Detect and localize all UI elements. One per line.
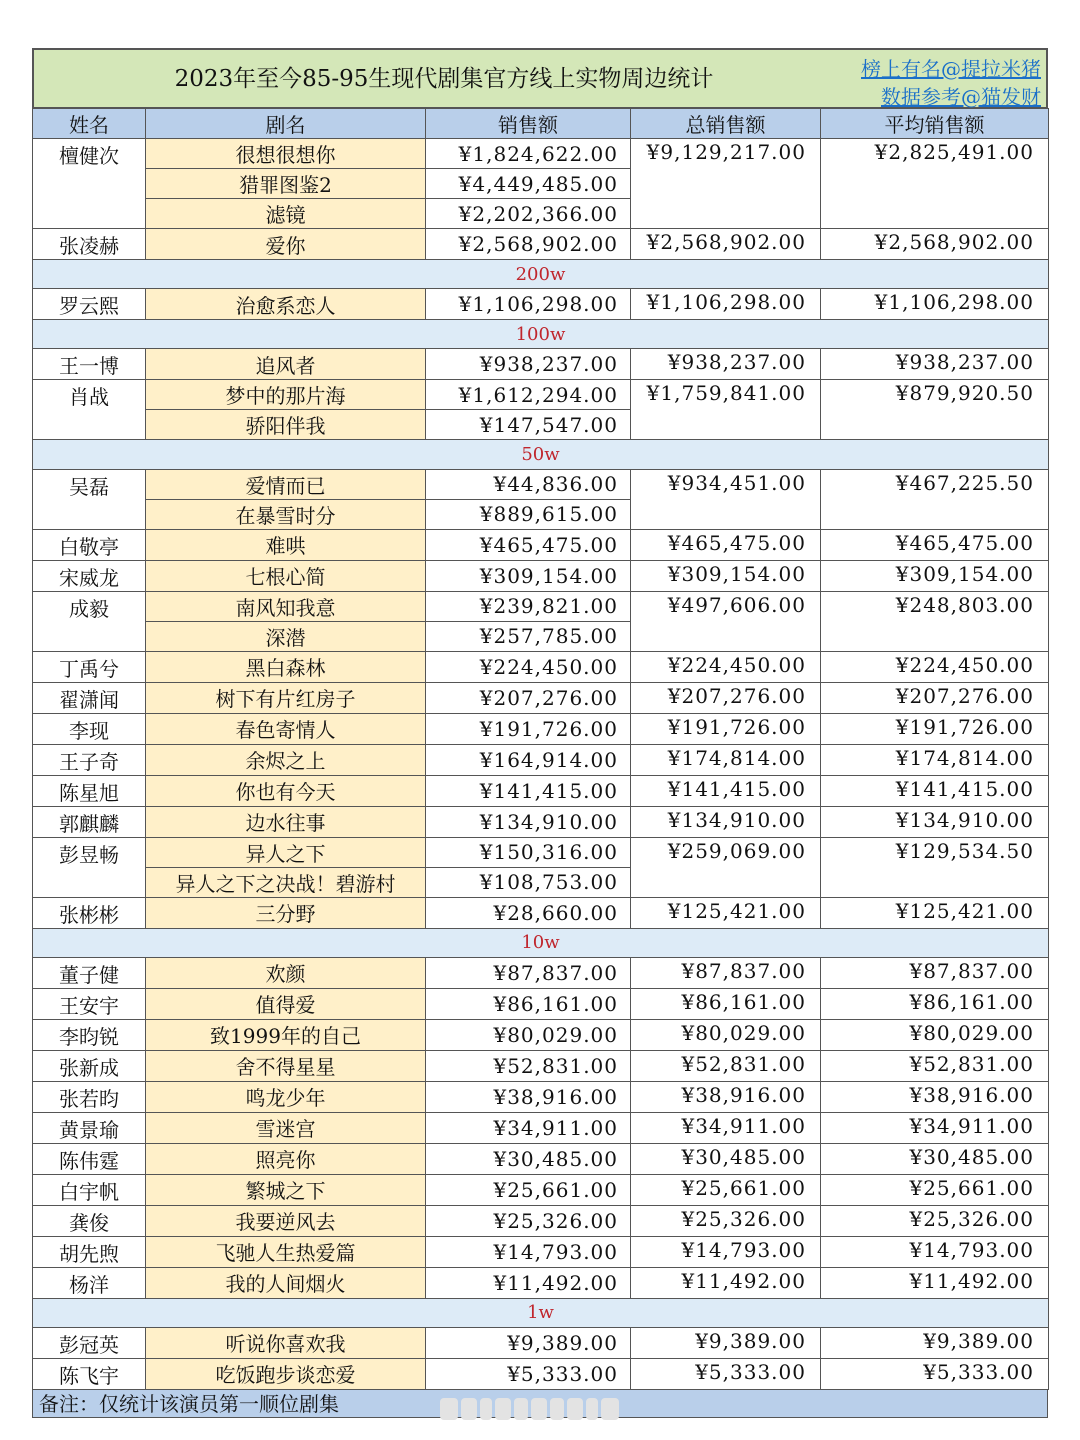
table-row [33,837,1049,867]
total-sales: ¥38,916.00 [631,1081,821,1112]
drama-title: 异人之下之决战！碧游村 [146,867,426,897]
average-sales: ¥129,534.50 [821,837,1049,897]
drama-title: 值得爱 [146,988,426,1019]
drama-title: 七根心简 [146,560,426,591]
drama-sales: ¥147,547.00 [426,410,631,440]
drama-title: 滤镜 [146,199,426,229]
footnote: 备注：仅统计该演员第一顺位剧集 [32,1390,1048,1418]
table-row [33,380,1049,410]
drama-sales: ¥1,106,298.00 [426,289,631,320]
tier-separator-row [33,928,1049,957]
total-sales: ¥11,492.00 [631,1267,821,1298]
drama-title: 听说你喜欢我 [146,1327,426,1358]
table-body [33,139,1049,1390]
tier-separator-row [33,1298,1049,1327]
actor-name: 王子奇 [33,744,146,775]
table-row [33,349,1049,380]
total-sales: ¥80,029.00 [631,1019,821,1050]
drama-sales: ¥257,785.00 [426,621,631,651]
drama-sales: ¥44,836.00 [426,469,631,499]
watermark [440,1398,650,1428]
drama-sales: ¥465,475.00 [426,529,631,560]
average-sales: ¥25,326.00 [821,1205,1049,1236]
actor-name: 陈伟霆 [33,1143,146,1174]
drama-sales: ¥141,415.00 [426,775,631,806]
drama-sales: ¥14,793.00 [426,1236,631,1267]
drama-title: 我要逆风去 [146,1205,426,1236]
table-row [33,229,1049,260]
drama-sales: ¥80,029.00 [426,1019,631,1050]
drama-title: 欢颜 [146,957,426,988]
average-sales: ¥134,910.00 [821,806,1049,837]
actor-name: 白敬亭 [33,529,146,560]
total-sales: ¥259,069.00 [631,837,821,897]
average-sales: ¥938,237.00 [821,349,1049,380]
actor-name: 张若昀 [33,1081,146,1112]
drama-title: 繁城之下 [146,1174,426,1205]
actor-name: 成毅 [33,591,146,651]
actor-name: 胡先煦 [33,1236,146,1267]
table-row [33,1358,1049,1389]
drama-sales: ¥150,316.00 [426,837,631,867]
drama-sales: ¥28,660.00 [426,897,631,928]
drama-sales: ¥134,910.00 [426,806,631,837]
drama-title: 黑白森林 [146,651,426,682]
table-row [33,988,1049,1019]
drama-sales: ¥889,615.00 [426,499,631,529]
actor-name: 丁禹兮 [33,651,146,682]
actor-name: 王一博 [33,349,146,380]
table-row [33,957,1049,988]
drama-title: 爱你 [146,229,426,260]
drama-title: 在暴雪时分 [146,499,426,529]
average-sales: ¥9,389.00 [821,1327,1049,1358]
actor-name: 郭麒麟 [33,806,146,837]
total-sales: ¥938,237.00 [631,349,821,380]
drama-title: 我的人间烟火 [146,1267,426,1298]
total-sales: ¥134,910.00 [631,806,821,837]
actor-name: 杨洋 [33,1267,146,1298]
table-row [33,469,1049,499]
drama-sales: ¥25,326.00 [426,1205,631,1236]
average-sales: ¥174,814.00 [821,744,1049,775]
drama-title: 异人之下 [146,837,426,867]
drama-sales: ¥2,202,366.00 [426,199,631,229]
actor-name: 李现 [33,713,146,744]
average-sales: ¥141,415.00 [821,775,1049,806]
actor-name: 张新成 [33,1050,146,1081]
average-sales: ¥467,225.50 [821,469,1049,529]
drama-sales: ¥224,450.00 [426,651,631,682]
actor-name: 檀健次 [33,139,146,229]
actor-name: 王安宇 [33,988,146,1019]
actor-name: 翟潇闻 [33,682,146,713]
header-name: 姓名 [33,109,146,139]
drama-title: 追风者 [146,349,426,380]
drama-sales: ¥239,821.00 [426,591,631,621]
drama-title: 雪迷宫 [146,1112,426,1143]
sales-table-sheet [32,48,1048,1418]
header-total-sales: 总销售额 [631,109,821,139]
total-sales: ¥497,606.00 [631,591,821,651]
drama-title: 梦中的那片海 [146,380,426,410]
table-row [33,1327,1049,1358]
tier-label: 50w [33,440,1049,469]
average-sales: ¥80,029.00 [821,1019,1049,1050]
table-row [33,289,1049,320]
total-sales: ¥25,661.00 [631,1174,821,1205]
table-row [33,1205,1049,1236]
drama-title: 飞驰人生热爱篇 [146,1236,426,1267]
table-row [33,744,1049,775]
header-drama: 剧名 [146,109,426,139]
average-sales: ¥86,161.00 [821,988,1049,1019]
average-sales: ¥309,154.00 [821,560,1049,591]
drama-sales: ¥207,276.00 [426,682,631,713]
drama-title: 三分野 [146,897,426,928]
drama-title: 余烬之上 [146,744,426,775]
average-sales: ¥5,333.00 [821,1358,1049,1389]
average-sales: ¥1,106,298.00 [821,289,1049,320]
total-sales: ¥5,333.00 [631,1358,821,1389]
average-sales: ¥125,421.00 [821,897,1049,928]
average-sales: ¥191,726.00 [821,713,1049,744]
header-row [33,109,1049,139]
total-sales: ¥25,326.00 [631,1205,821,1236]
total-sales: ¥86,161.00 [631,988,821,1019]
actor-name: 龚俊 [33,1205,146,1236]
average-sales: ¥2,568,902.00 [821,229,1049,260]
sales-table [32,108,1049,1390]
total-sales: ¥87,837.00 [631,957,821,988]
drama-title: 边水往事 [146,806,426,837]
total-sales: ¥30,485.00 [631,1143,821,1174]
table-row [33,560,1049,591]
table-row [33,1050,1049,1081]
actor-name: 张彬彬 [33,897,146,928]
drama-sales: ¥86,161.00 [426,988,631,1019]
actor-name: 陈星旭 [33,775,146,806]
total-sales: ¥2,568,902.00 [631,229,821,260]
average-sales: ¥465,475.00 [821,529,1049,560]
actor-name: 彭冠英 [33,1327,146,1358]
average-sales: ¥224,450.00 [821,651,1049,682]
table-row [33,529,1049,560]
total-sales: ¥1,759,841.00 [631,380,821,440]
total-sales: ¥9,389.00 [631,1327,821,1358]
drama-sales: ¥5,333.00 [426,1358,631,1389]
tier-label: 100w [33,320,1049,349]
drama-title: 吃饭跑步谈恋爱 [146,1358,426,1389]
table-row [33,682,1049,713]
total-sales: ¥207,276.00 [631,682,821,713]
table-row [33,1081,1049,1112]
drama-sales: ¥1,824,622.00 [426,139,631,169]
average-sales: ¥11,492.00 [821,1267,1049,1298]
actor-name: 肖战 [33,380,146,440]
drama-sales: ¥2,568,902.00 [426,229,631,260]
credit-link-ranking[interactable]: 榜上有名@提拉米猪 [861,57,1041,81]
total-sales: ¥52,831.00 [631,1050,821,1081]
total-sales: ¥34,911.00 [631,1112,821,1143]
drama-title: 爱情而已 [146,469,426,499]
drama-sales: ¥52,831.00 [426,1050,631,1081]
drama-title: 骄阳伴我 [146,410,426,440]
average-sales: ¥25,661.00 [821,1174,1049,1205]
drama-sales: ¥938,237.00 [426,349,631,380]
table-row [33,1267,1049,1298]
table-row [33,591,1049,621]
table-row [33,651,1049,682]
drama-sales: ¥11,492.00 [426,1267,631,1298]
average-sales: ¥34,911.00 [821,1112,1049,1143]
tier-label: 200w [33,260,1049,289]
total-sales: ¥465,475.00 [631,529,821,560]
total-sales: ¥125,421.00 [631,897,821,928]
total-sales: ¥9,129,217.00 [631,139,821,229]
drama-title: 治愈系恋人 [146,289,426,320]
table-row [33,1236,1049,1267]
actor-name: 宋威龙 [33,560,146,591]
drama-title: 鸣龙少年 [146,1081,426,1112]
drama-sales: ¥34,911.00 [426,1112,631,1143]
drama-sales: ¥191,726.00 [426,713,631,744]
drama-title: 致1999年的自己 [146,1019,426,1050]
table-row [33,1019,1049,1050]
drama-title: 南风知我意 [146,591,426,621]
drama-sales: ¥4,449,485.00 [426,169,631,199]
average-sales: ¥38,916.00 [821,1081,1049,1112]
drama-sales: ¥309,154.00 [426,560,631,591]
drama-sales: ¥164,914.00 [426,744,631,775]
actor-name: 罗云熙 [33,289,146,320]
drama-sales: ¥87,837.00 [426,957,631,988]
average-sales: ¥87,837.00 [821,957,1049,988]
title-bar [32,48,1048,108]
credit-link-data-source[interactable]: 数据参考@猫发财 [881,85,1041,109]
total-sales: ¥309,154.00 [631,560,821,591]
tier-separator-row [33,260,1049,289]
drama-sales: ¥25,661.00 [426,1174,631,1205]
drama-sales: ¥30,485.00 [426,1143,631,1174]
table-title: 2023年至今85-95生现代剧集官方线上实物周边统计 [174,66,714,92]
drama-sales: ¥9,389.00 [426,1327,631,1358]
drama-title: 你也有今天 [146,775,426,806]
average-sales: ¥207,276.00 [821,682,1049,713]
table-row [33,1112,1049,1143]
table-row [33,1174,1049,1205]
drama-title: 深潜 [146,621,426,651]
actor-name: 吴磊 [33,469,146,529]
tier-separator-row [33,440,1049,469]
drama-title: 春色寄情人 [146,713,426,744]
actor-name: 董子健 [33,957,146,988]
tier-label: 10w [33,928,1049,957]
drama-title: 很想很想你 [146,139,426,169]
average-sales: ¥2,825,491.00 [821,139,1049,229]
actor-name: 张凌赫 [33,229,146,260]
actor-name: 李昀锐 [33,1019,146,1050]
drama-sales: ¥108,753.00 [426,867,631,897]
total-sales: ¥141,415.00 [631,775,821,806]
tier-label: 1w [33,1298,1049,1327]
tier-separator-row [33,320,1049,349]
drama-title: 舍不得星星 [146,1050,426,1081]
average-sales: ¥248,803.00 [821,591,1049,651]
table-row [33,1143,1049,1174]
header-sales: 销售额 [426,109,631,139]
drama-sales: ¥1,612,294.00 [426,380,631,410]
actor-name: 陈飞宇 [33,1358,146,1389]
header-average-sales: 平均销售额 [821,109,1049,139]
average-sales: ¥30,485.00 [821,1143,1049,1174]
drama-title: 照亮你 [146,1143,426,1174]
average-sales: ¥879,920.50 [821,380,1049,440]
table-row [33,139,1049,169]
table-row [33,775,1049,806]
drama-title: 猎罪图鉴2 [146,169,426,199]
total-sales: ¥934,451.00 [631,469,821,529]
drama-title: 难哄 [146,529,426,560]
average-sales: ¥52,831.00 [821,1050,1049,1081]
drama-title: 树下有片红房子 [146,682,426,713]
total-sales: ¥224,450.00 [631,651,821,682]
actor-name: 彭昱畅 [33,837,146,897]
total-sales: ¥1,106,298.00 [631,289,821,320]
drama-sales: ¥38,916.00 [426,1081,631,1112]
actor-name: 黄景瑜 [33,1112,146,1143]
table-row [33,897,1049,928]
average-sales: ¥14,793.00 [821,1236,1049,1267]
total-sales: ¥191,726.00 [631,713,821,744]
total-sales: ¥14,793.00 [631,1236,821,1267]
table-row [33,806,1049,837]
table-row [33,713,1049,744]
total-sales: ¥174,814.00 [631,744,821,775]
actor-name: 白宇帆 [33,1174,146,1205]
